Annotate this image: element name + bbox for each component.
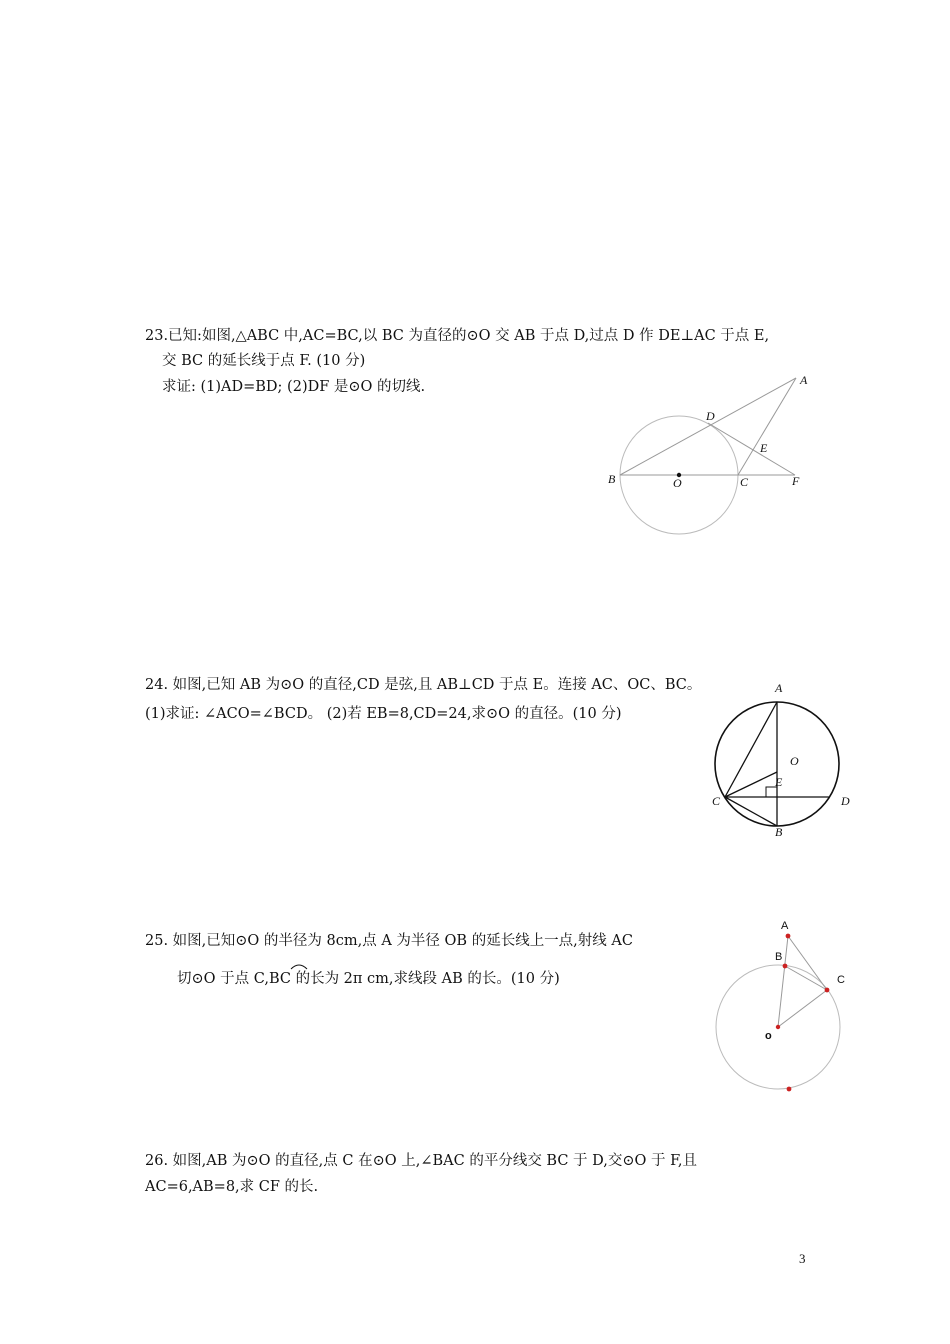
page-number: 3 bbox=[799, 1251, 806, 1266]
q24-line2: (1)求证: ∠ACO=∠BCD。 (2)若 EB=8,CD=24,求⊙O 的直径。(10 分) bbox=[145, 706, 622, 722]
q23-figure bbox=[600, 370, 820, 540]
q23-label-O: O bbox=[673, 476, 682, 490]
q26-line1: 26. 如图,AB 为⊙O 的直径,点 C 在⊙O 上,∠BAC 的平分线交 BC 于 D,交⊙O 于 F,且 bbox=[145, 1153, 698, 1169]
q26-line2: AC=6,AB=8,求 CF 的长. bbox=[145, 1179, 319, 1195]
q25-line2: 切⊙O 于点 C,BC 的长为 2π cm,求线段 AB 的长。(10 分) bbox=[177, 971, 560, 987]
q24-label-E: E bbox=[775, 775, 783, 789]
q23-line-CA bbox=[738, 378, 796, 475]
q25-label-O: o bbox=[765, 1030, 772, 1042]
q25-line-OA bbox=[778, 936, 788, 1027]
q23-line3: 求证: (1)AD=BD; (2)DF 是⊙O 的切线. bbox=[162, 379, 426, 395]
q24-label-A: A bbox=[775, 681, 783, 695]
q24-label-C: C bbox=[712, 794, 721, 808]
q25-line-AC bbox=[788, 936, 827, 990]
q23-line2: 交 BC 的延长线于点 F. (10 分) bbox=[162, 353, 366, 369]
q25-point-C bbox=[825, 988, 830, 993]
q25-point-O bbox=[776, 1025, 780, 1029]
q23-label-D: D bbox=[706, 409, 715, 423]
q25-line-OC bbox=[778, 990, 827, 1027]
q25-figure bbox=[705, 915, 865, 1100]
q23-label-A: A bbox=[800, 373, 808, 387]
q25-line-BC bbox=[785, 966, 827, 990]
q23-label-B: B bbox=[608, 472, 616, 486]
q25-label-C: C bbox=[837, 974, 845, 986]
q24-label-O: O bbox=[790, 754, 799, 768]
q23-label-C: C bbox=[740, 475, 749, 489]
q23-label-E: E bbox=[760, 441, 768, 455]
q25-label-B: B bbox=[775, 951, 783, 963]
q25-point-bottom bbox=[787, 1087, 792, 1092]
q25-arc-mark bbox=[290, 962, 308, 970]
q23-line1: 23.已知:如图,△ABC 中,AC=BC,以 BC 为直径的⊙O 交 AB 于点 D,过点 D 作 DE⊥AC 于点 E, bbox=[145, 328, 770, 344]
q24-line-CB bbox=[725, 797, 777, 826]
q25-label-A: A bbox=[781, 920, 789, 932]
q25-point-B bbox=[783, 964, 788, 969]
q24-label-D: D bbox=[841, 794, 850, 808]
q23-label-F: F bbox=[792, 474, 800, 488]
q24-label-B: B bbox=[775, 825, 783, 839]
q24-line-CA bbox=[725, 702, 777, 797]
q24-figure bbox=[700, 675, 870, 845]
q23-line-DF bbox=[708, 423, 795, 475]
q25-point-A bbox=[786, 934, 791, 939]
q23-line-BA bbox=[620, 378, 796, 475]
q25-line1: 25. 如图,已知⊙O 的半径为 8cm,点 A 为半径 OB 的延长线上一点,射线 AC bbox=[145, 933, 633, 949]
q24-line1: 24. 如图,已知 AB 为⊙O 的直径,CD 是弦,且 AB⊥CD 于点 E。连接 AC、OC、BC。 bbox=[145, 677, 702, 693]
q24-line-CO bbox=[725, 772, 777, 797]
